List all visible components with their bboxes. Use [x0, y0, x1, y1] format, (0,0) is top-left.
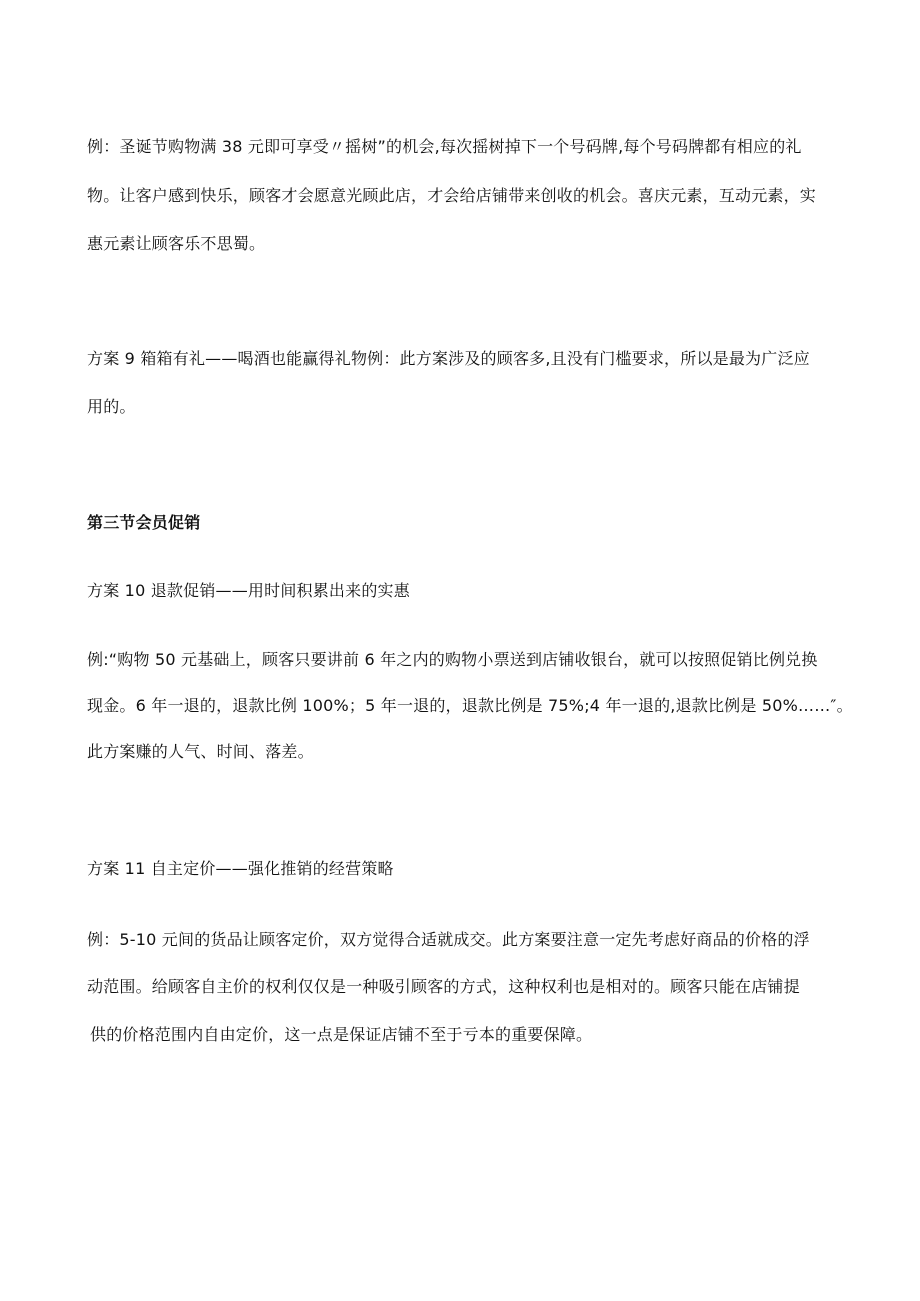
paragraph-1-line-2: 物。让客户感到快乐，顾客才会愿意光顾此店，才会给店铺带来创收的机会。喜庆元素，互动元素，实	[87, 186, 817, 205]
paragraph-2-line-1: 方案 9 箱箱有礼——喝酒也能赢得礼物例：此方案涉及的顾客多,且没有门槛要求，所以是最为广泛应	[87, 349, 810, 368]
paragraph-1-line-1: 例：圣诞节购物满 38 元即可享受〃摇树”的机会,每次摇树掉下一个号码牌,每个号码牌都有相应的礼	[87, 137, 802, 156]
paragraph-6-line-3: 供的价格范围内自由定价，这一点是保证店铺不至于亏本的重要保障。	[90, 1025, 593, 1044]
paragraph-5-line-1: 方案 11 自主定价——强化推销的经营策略	[87, 859, 394, 878]
section-heading: 第三节会员促销	[87, 513, 201, 532]
paragraph-1-line-3: 惠元素让顾客乐不思蜀。	[87, 234, 266, 253]
paragraph-4-line-2: 现金。6 年一退的，退款比例 100%；5 年一退的，退款比例是 75%;4 年一退的,退款比例是 50%……″。	[87, 696, 853, 715]
paragraph-6-line-1: 例：5-10 元间的货品让顾客定价，双方觉得合适就成交。此方案要注意一定先考虑好商品的价格的浮	[87, 930, 810, 949]
paragraph-4-line-3: 此方案赚的人气、时间、落差。	[87, 742, 314, 761]
paragraph-2-line-2: 用的。	[87, 397, 136, 416]
paragraph-6-line-2: 动范围。给顾客自主价的权利仅仅是一种吸引顾客的方式，这种权利也是相对的。顾客只能在店铺提	[87, 977, 800, 996]
paragraph-4-line-1: 例:“购物 50 元基础上，顾客只要讲前 6 年之内的购物小票送到店铺收银台，就可以按照促销比例兑换	[87, 650, 818, 669]
paragraph-3-line-1: 方案 10 退款促销——用时间积累出来的实惠	[87, 581, 410, 600]
